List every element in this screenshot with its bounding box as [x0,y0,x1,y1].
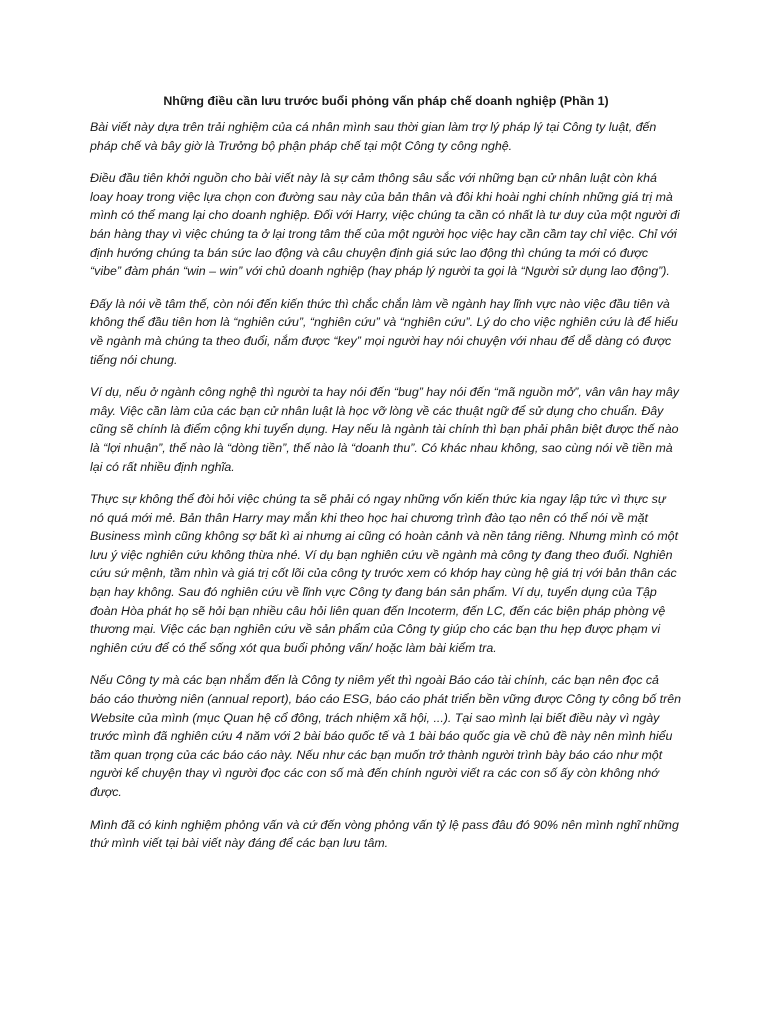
paragraph-reports: Nếu Công ty mà các bạn nhắm đến là Công ty niêm yết thì ngoài Báo cáo tài chính, các bạn nên đọc cả báo cáo thường niên (annual report), báo cáo ESG, báo cáo phát triển bền vững được Công ty công bố trên Website của mình (mục Quan hệ cổ đông, trách nhiệm xã hội, ...). Tại sao mình lại biết điều này vì ngày trước mình đã nghiên cứu 4 năm với 2 bài báo quốc tế và 1 bài báo quốc gia về chủ đề này nên mình hiểu tầm quan trọng của các báo cáo này. Nếu như các bạn muốn trở thành người trình bày báo cáo như một người kể chuyện thay vì người đọc các con số mà đến chính người viết ra các con số ấy còn không nhớ được. [90,673,681,799]
paragraph-company-research: Thực sự không thể đòi hỏi việc chúng ta sẽ phải có ngay những vốn kiến thức kia ngay lập tức vì thực sự nó quá mới mẻ. Bản thân Harry may mắn khi theo học hai chương trình đào tạo nên có thể nói về mặt Business mình cũng không sợ bất kì ai nhưng ai cũng có hoàn cảnh và nền tảng riêng. Nhưng mình có một lưu ý việc nghiên cứu không thừa nhé. Ví dụ bạn nghiên cứu về ngành mà công ty đang theo đuổi. Nghiên cứu sứ mệnh, tầm nhìn và giá trị cốt lõi của công ty trước xem có khớp hay cùng hệ giá trị với bản thân các bạn hay không. Sau đó nghiên cứu về lĩnh vực Công ty đang bán sản phẩm. Ví dụ, tuyển dụng của Tập đoàn Hòa phát họ sẽ hỏi bạn nhiều câu hỏi liên quan đến Incoterm, đến LC, đến các biện pháp phòng vệ thương mại. Việc các bạn nghiên cứu về sản phẩm của Công ty giúp cho các bạn thu hẹp được phạm vi nghiên cứu để có thể sống xót qua buổi phỏng vấn/ hoặc làm bài kiểm tra. [90,492,679,655]
paragraph-motivation: Điều đầu tiên khởi nguồn cho bài viết này là sự cảm thông sâu sắc với những bạn cử nhân luật còn khá loay hoay trong việc lựa chọn con đường sau này của bản thân và đôi khi hoài nghi chính những giá trị mà mình có thể mang lại cho doanh nghiệp. Đối với Harry, việc chúng ta cần có nhất là tư duy của một người đi bán hàng thay vì việc chúng ta ở lại trong tâm thế của một người học việc hay cần cầm tay chỉ việc. Chỉ với định hướng chúng ta bán sức lao động và câu chuyện định giá sức lao động thì chúng ta mới có được “vibe” đàm phán “win – win” với chủ doanh nghiệp (hay pháp lý người ta gọi là “Người sử dụng lao động”). [90,171,680,279]
document-body [90,92,682,867]
paragraph-example-terms: Ví dụ, nếu ở ngành công nghệ thì người ta hay nói đến “bug” hay nói đến “mã nguồn mở”, vân vân hay mây mây. Việc cần làm của các bạn cử nhân luật là học vỡ lòng về các thuật ngữ để sử dụng cho chuẩn. Đây cũng sẽ chính là điểm cộng khi tuyển dụng. Hay nếu là ngành tài chính thì bạn phải phân biệt được thế nào là “lợi nhuận”, thế nào là “dòng tiền”, thế nào là “doanh thu”. Có khác nhau không, sao cùng nói về tiền mà lại có rất nhiều định nghĩa. [90,385,679,474]
paragraph-research: Đấy là nói về tâm thế, còn nói đến kiến thức thì chắc chắn làm về ngành hay lĩnh vực nào việc đầu tiên và không thể đầu tiên hơn là “nghiên cứu”, “nghiên cứu” và “nghiên cứu”. Lý do cho việc nghiên cứu là để hiểu về ngành mà chúng ta theo đuổi, nắm được “key” mọi người hay nói chuyện với nhau để dễ dàng có được tiếng nói chung. [90,296,678,367]
paragraph-closing: Mình đã có kinh nghiệm phỏng vấn và cứ đến vòng phỏng vấn tỷ lệ pass đâu đó 90% nên mình nghĩ những thứ mình viết tại bài viết này đáng để các bạn lưu tâm. [90,817,679,851]
paragraph-intro: Bài viết này dựa trên trải nghiệm của cá nhân mình sau thời gian làm trợ lý pháp lý tại Công ty luật, đến pháp chế và bây giờ là Trưởng bộ phận pháp chế tại một Công ty công nghệ. [90,120,657,153]
document-title: Những điều cần lưu trước buổi phỏng vấn pháp chế doanh nghiệp (Phần 1) [163,94,609,108]
